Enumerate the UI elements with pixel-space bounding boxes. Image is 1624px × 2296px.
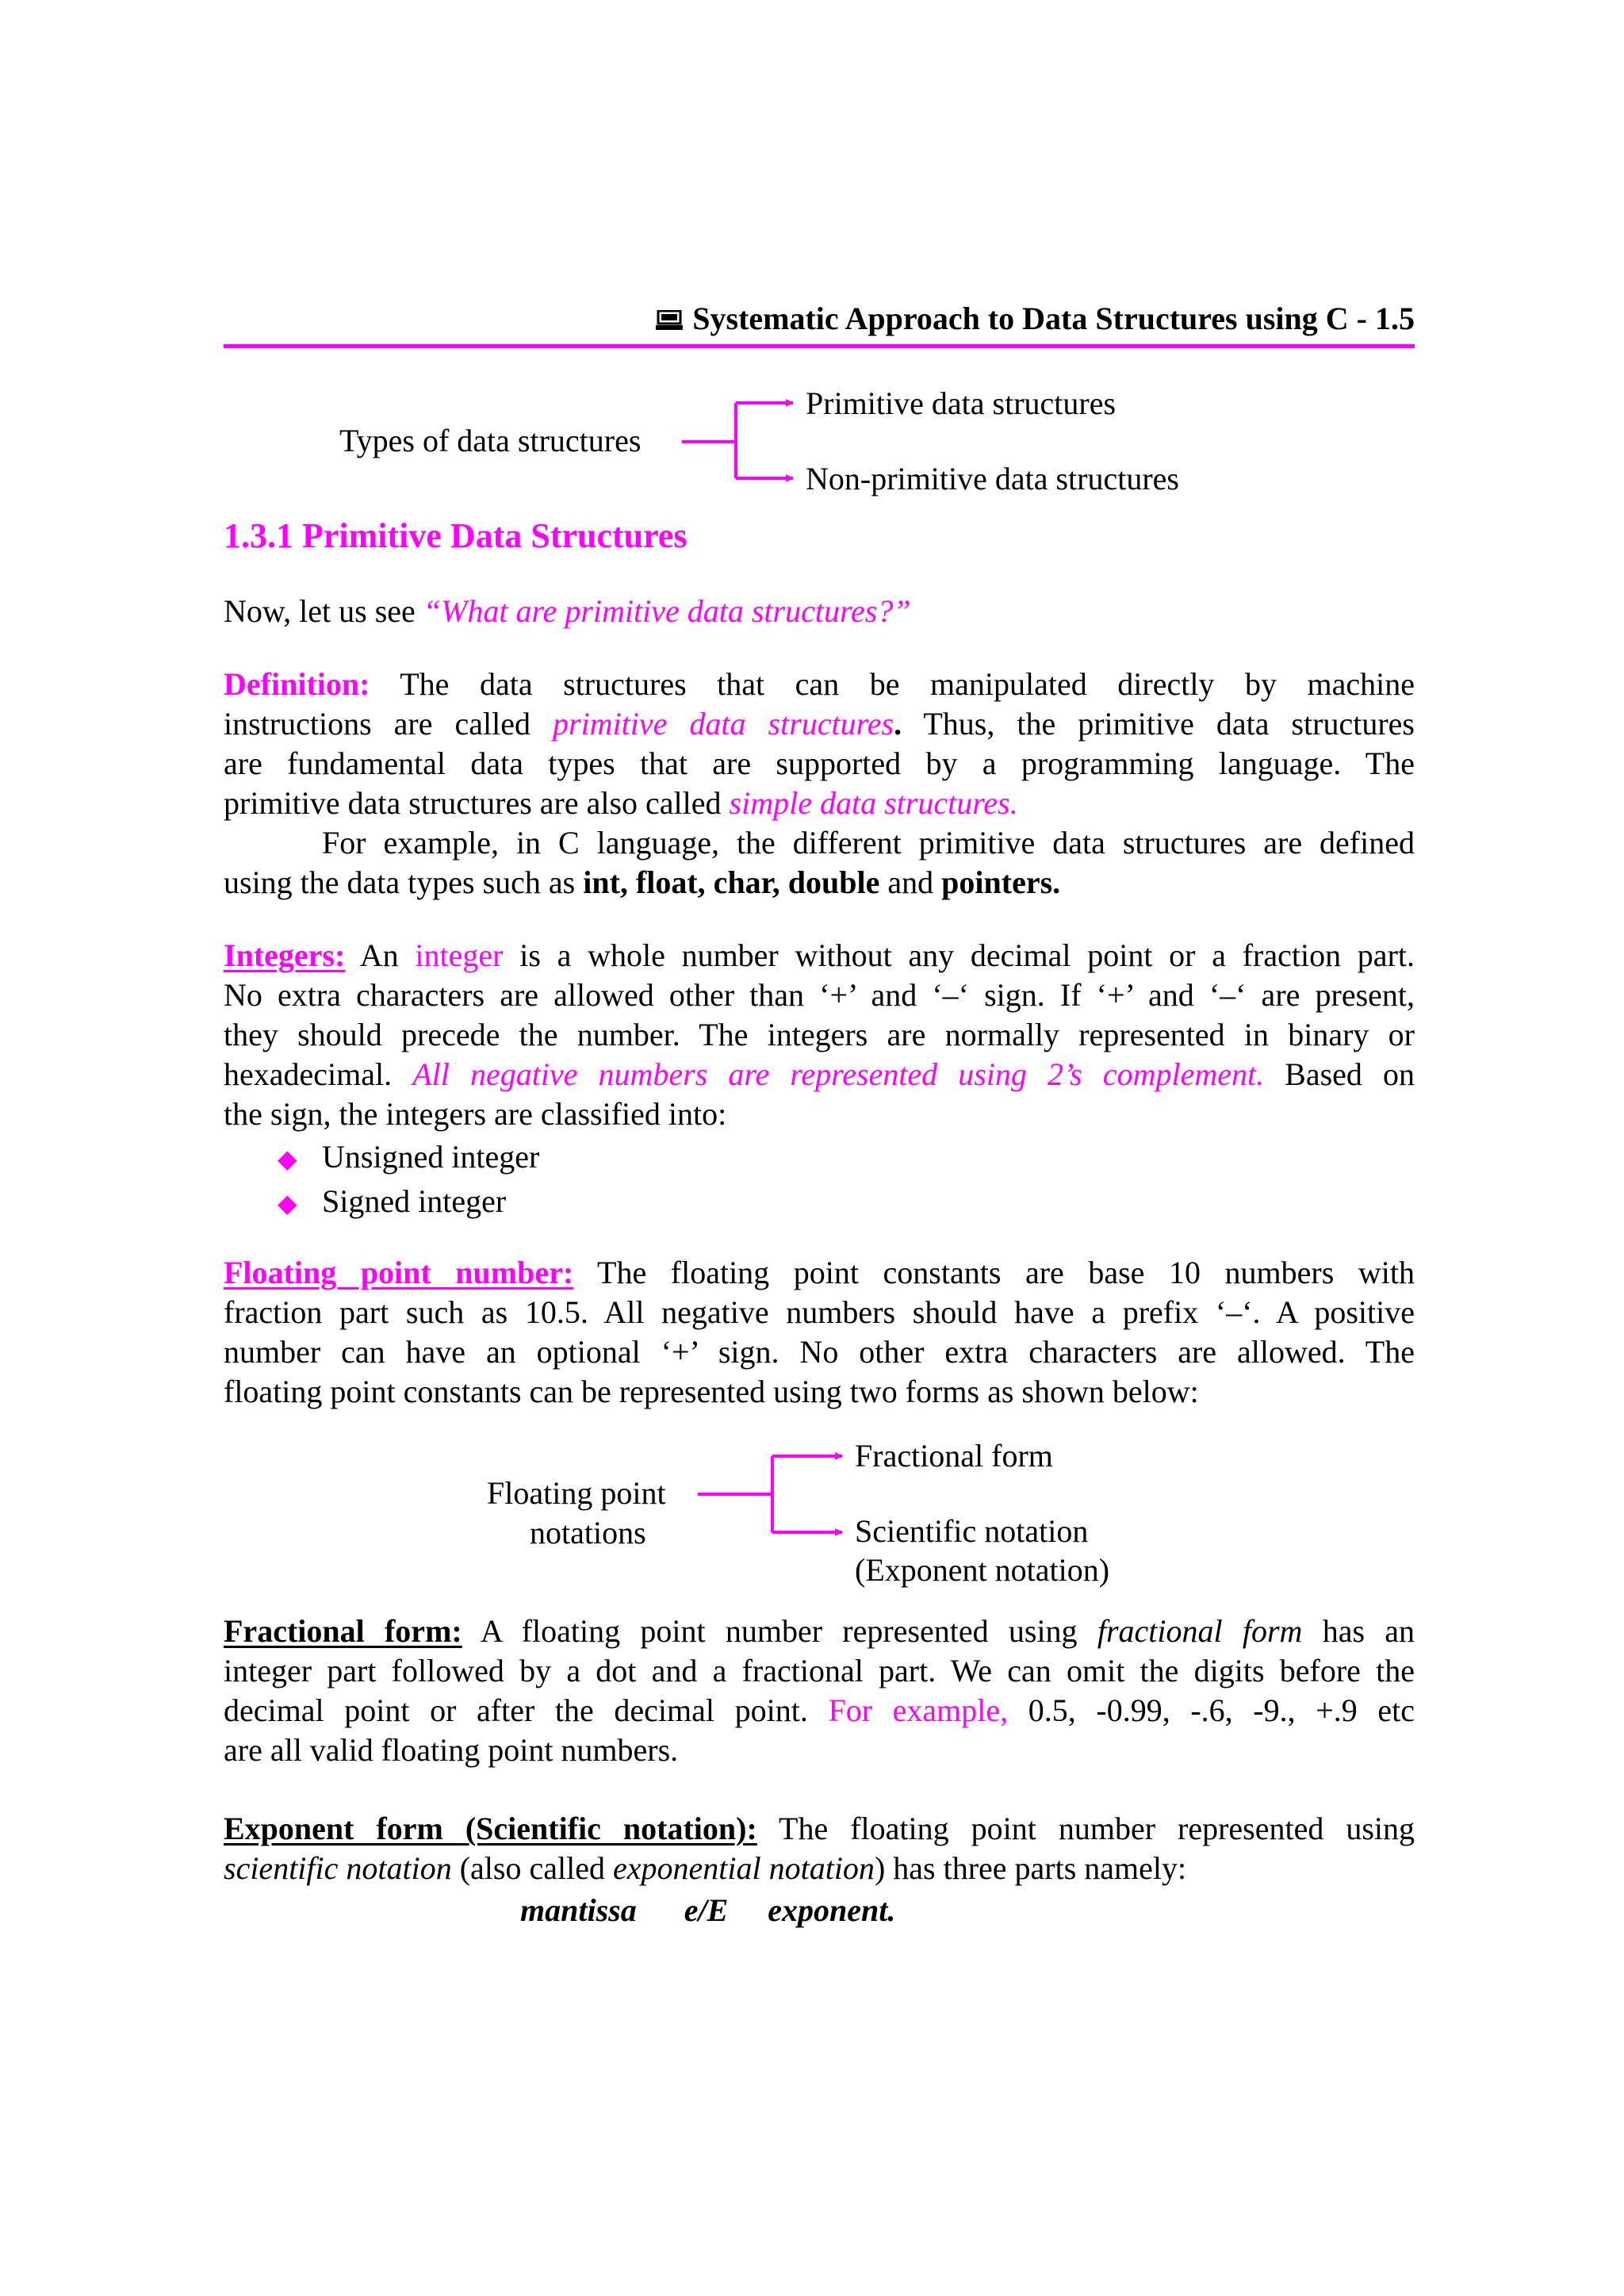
floating-diagram-branch-exponent: (Exponent notation): [855, 1552, 1110, 1588]
exponent-paragraph: Exponent form (Scientific notation): The floating point number represented using scientific notation (also called exponential notation) has three parts namely:: [224, 1811, 1415, 1886]
section-title: 1.3.1 Primitive Data Structures: [224, 516, 688, 555]
floating-label: Floating point number:: [224, 1255, 574, 1290]
types-diagram-branch-primitive: Primitive data structures: [806, 385, 1116, 421]
scientific-notation-formula: mantissa e/E exponent.: [520, 1892, 896, 1928]
integer-types-list: [278, 1136, 539, 1225]
floating-diagram-root-line1: Floating point: [487, 1475, 666, 1511]
intro-question: “What are primitive data structures?”: [423, 593, 911, 629]
definition-paragraph: Definition: The data structures that can be manipulated directly by machine instructions are called primitive data structures. Thus, the primitive data structures are fundamental data types that are supported by a programming language. The primitive data structures are also called simple data structures. For example, in C language, the different primitive data structures are defined using the data types such as int, float, char, double and pointers.: [224, 666, 1415, 900]
floating-diagram-connector: [698, 1456, 842, 1532]
intro-lead: Now, let us see: [224, 593, 423, 629]
types-diagram-branch-nonprimitive: Non-primitive data structures: [806, 461, 1179, 496]
types-diagram-root: Types of data structures: [339, 423, 642, 458]
floating-diagram-branch-fractional: Fractional form: [855, 1438, 1053, 1474]
fractional-paragraph: Fractional form: A floating point number represented using fractional form has an integer part followed by a dot and a fractional part. We can omit the digits before the decimal point or after the decimal point. For example, 0.5, -0.99, -.6, -9., +.9 etc are all valid floating point numbers.: [224, 1613, 1415, 1768]
floating-diagram-root-line2: notations: [530, 1515, 646, 1550]
header-title: Systematic Approach to Data Structures using C - 1.5: [692, 301, 1415, 336]
diamond-bullet-icon: ◆: [278, 1144, 297, 1173]
types-diagram-connector: [682, 403, 793, 478]
floating-paragraph: Floating point number: The floating point constants are base 10 numbers with fraction part such as 10.5. All negative numbers should have a prefix ‘–‘. A positive number can have an optional ‘+’ sign. No other extra characters are allowed. The floating point constants can be represented using two forms as shown below:: [224, 1255, 1415, 1409]
definition-label: Definition:: [224, 666, 370, 702]
diamond-bullet-icon: ◆: [278, 1189, 297, 1217]
integers-paragraph: Integers: An integer is a whole number without any decimal point or a fraction part. No extra characters are allowed other than ‘+’ and ‘–‘ sign. If ‘+’ and ‘–‘ are present, they should precede the number. The integers are normally represented in binary or hexadecimal. All negative numbers are represented using 2’s complement. Based on the sign, the integers are classified into:: [224, 937, 1415, 1132]
intro-line: [224, 592, 911, 631]
list-item: ◆ Signed integer: [278, 1180, 539, 1225]
integers-label: Integers:: [224, 937, 346, 973]
floating-diagram-branch-scientific: Scientific notation: [855, 1513, 1089, 1549]
exponent-label: Exponent form (Scientific notation):: [224, 1811, 757, 1846]
list-item: ◆ Unsigned integer: [278, 1136, 539, 1180]
fractional-label: Fractional form:: [224, 1613, 462, 1649]
